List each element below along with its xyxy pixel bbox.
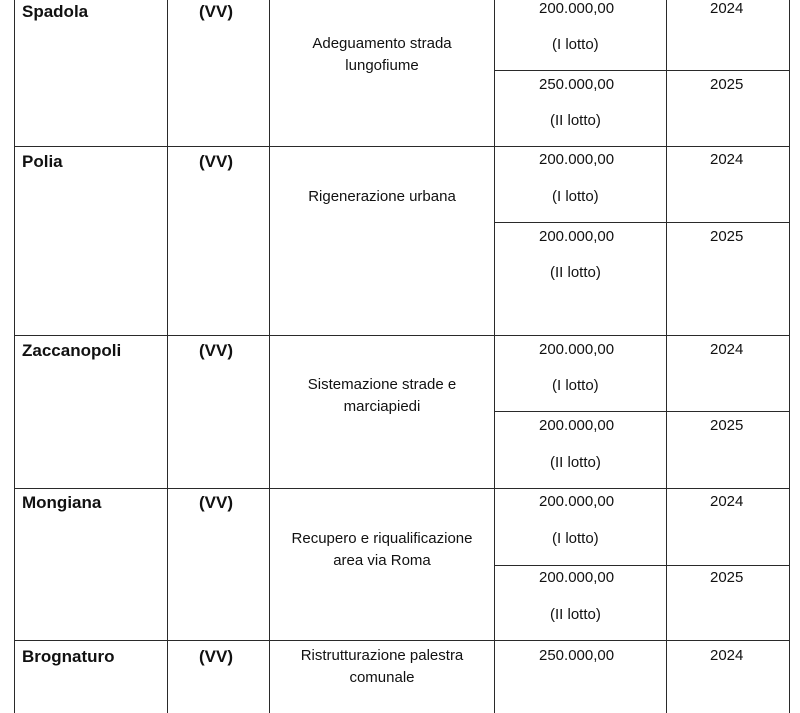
lot-amount: 200.000,00 (539, 228, 615, 245)
lot-amount: 250.000,00 (539, 76, 615, 93)
provincia-code: (VV) (199, 2, 233, 21)
comune-name: Zaccanopoli (22, 341, 122, 360)
comune-name: Polia (22, 152, 63, 171)
row-divider (14, 488, 790, 489)
column-divider (269, 0, 270, 713)
lot-amount: 200.000,00 (539, 151, 615, 168)
lot-year: 2024 (710, 0, 744, 17)
table-border-left (14, 0, 15, 713)
lot-divider (494, 70, 790, 71)
lot-divider (494, 222, 790, 223)
provincia-code: (VV) (199, 341, 233, 360)
lot-amount: 200.000,00 (539, 493, 615, 510)
lot-year: 2024 (710, 647, 744, 664)
lot-divider (494, 411, 790, 412)
comune-name: Brognaturo (22, 647, 115, 666)
lot-label: (I lotto) (552, 188, 599, 205)
column-divider (666, 0, 667, 713)
provincia-code: (VV) (199, 647, 233, 666)
row-divider (14, 640, 790, 641)
lot-year: 2024 (710, 493, 744, 510)
intervento-description: Sistemazione strade e marciapiedi (307, 376, 457, 415)
lot-label: (I lotto) (552, 377, 599, 394)
row-divider (14, 146, 790, 147)
lot-label: (II lotto) (550, 606, 601, 623)
provincia-code: (VV) (199, 152, 233, 171)
lot-amount: 250.000,00 (539, 647, 615, 664)
comune-name: Spadola (22, 2, 89, 21)
lot-year: 2025 (710, 228, 744, 245)
lot-year: 2025 (710, 569, 744, 586)
lot-year: 2025 (710, 76, 744, 93)
lot-label: (I lotto) (552, 36, 599, 53)
column-divider (494, 0, 495, 713)
lot-label: (II lotto) (550, 112, 601, 129)
column-divider (167, 0, 168, 713)
intervento-description: Adeguamento strada lungofiume (312, 35, 452, 74)
lot-label: (I lotto) (552, 530, 599, 547)
intervento-description: Ristrutturazione palestra comunale (300, 647, 464, 686)
row-divider (14, 335, 790, 336)
lot-divider (494, 565, 790, 566)
provincia-code: (VV) (199, 493, 233, 512)
intervento-description: Rigenerazione urbana (308, 188, 456, 205)
lot-label: (II lotto) (550, 454, 601, 471)
table-border-right (789, 0, 790, 713)
lot-amount: 200.000,00 (539, 417, 615, 434)
comune-name: Mongiana (22, 493, 102, 512)
lot-amount: 200.000,00 (539, 341, 615, 358)
lot-year: 2024 (710, 341, 744, 358)
lot-amount: 200.000,00 (539, 569, 615, 586)
lot-amount: 200.000,00 (539, 0, 615, 17)
lot-year: 2024 (710, 151, 744, 168)
intervento-description: Recupero e riqualificazione area via Roma (291, 530, 473, 569)
lot-year: 2025 (710, 417, 744, 434)
lot-label: (II lotto) (550, 264, 601, 281)
